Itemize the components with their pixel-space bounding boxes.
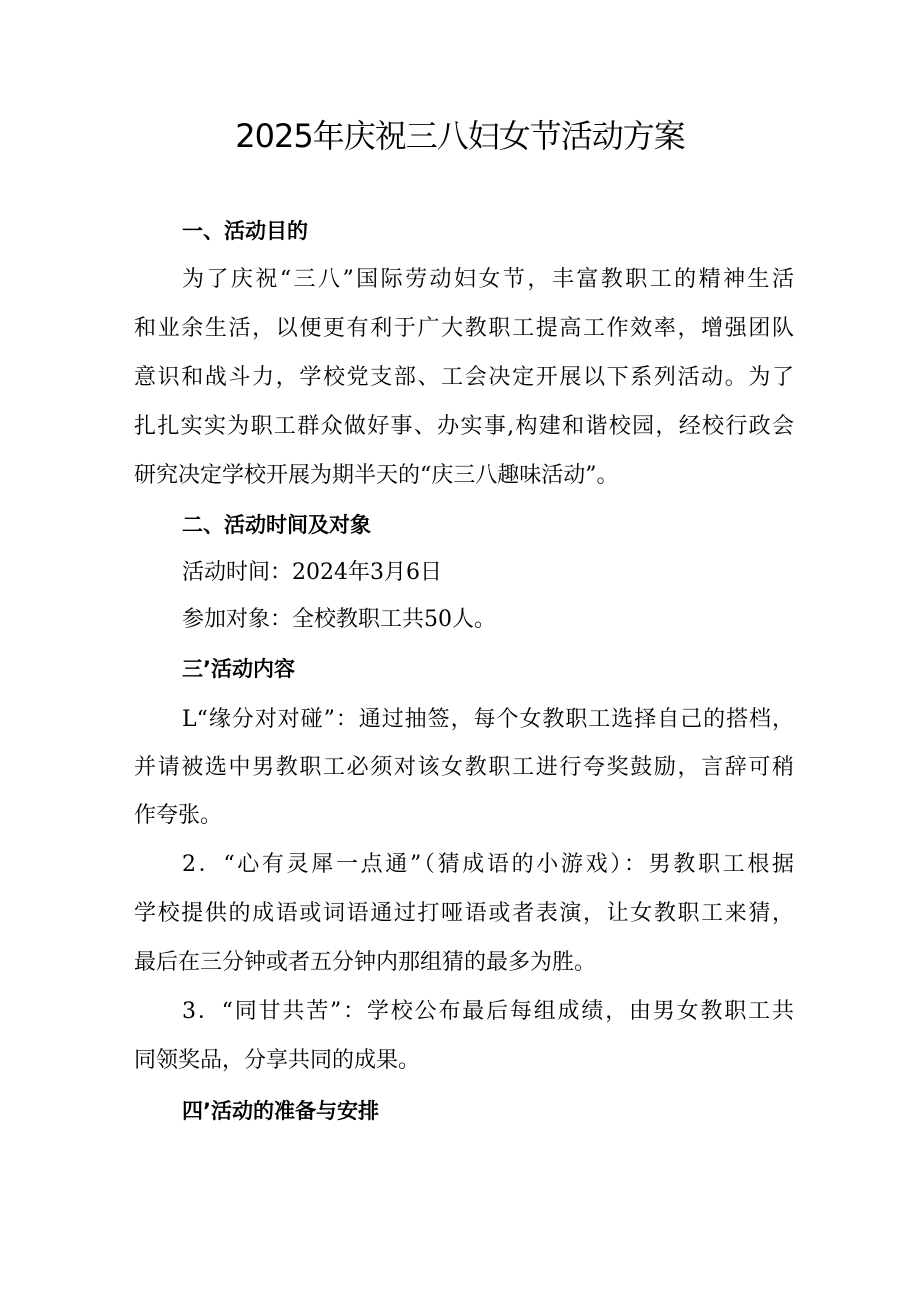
paragraph-line: 同领奖品，分享共同的成果。 xyxy=(134,1048,421,1073)
paragraph-line: 意识和战斗力，学校党支部、工会决定开展以下系列活动。为了 xyxy=(134,365,794,390)
document-title: 2025年庆祝三八妇女节活动方案 xyxy=(235,117,685,155)
paragraph-line: 扎扎实实为职工群众做好事、办实事,构建和谐校园，经校行政会 xyxy=(134,414,794,439)
section-heading-purpose: 一、活动目的 xyxy=(182,219,308,243)
paragraph-line: 2．“心有灵犀一点通”（猜成语的小游戏）：男教职工根据 xyxy=(182,852,794,877)
paragraph-line: L“缘分对对碰”：通过抽签，每个女教职工选择自己的搭档， xyxy=(182,707,794,732)
paragraph-line: 并请被选中男教职工必须对该女教职工进行夸奖鼓励，言辞可稍 xyxy=(134,755,794,780)
paragraph-line: 为了庆祝“三八”国际劳动妇女节，丰富教职工的精神生活 xyxy=(182,267,794,292)
paragraph-line: 研究决定学校开展为期半天的“庆三八趣味活动”。 xyxy=(134,463,619,488)
paragraph-line: 3．“同甘共苦”：学校公布最后每组成绩，由男女教职工共 xyxy=(182,999,794,1024)
participants-line: 参加对象：全校教职工共50人。 xyxy=(182,607,496,632)
section-heading-time-participants: 二、活动时间及对象 xyxy=(182,513,371,537)
paragraph-line: 学校提供的成语或词语通过打哑语或者表演，让女教职工来猜， xyxy=(134,901,794,926)
activity-time-line: 活动时间：2024年3月6日 xyxy=(182,560,442,585)
paragraph-line: 作夸张。 xyxy=(134,803,223,828)
paragraph-line: 最后在三分钟或者五分钟内那组猜的最多为胜。 xyxy=(134,950,597,975)
section-heading-preparation: 四’活动的准备与安排 xyxy=(182,1099,379,1123)
paragraph-line: 和业余生活，以便更有利于广大教职工提高工作效率，增强团队 xyxy=(134,316,794,341)
section-heading-content: 三’活动内容 xyxy=(182,657,295,681)
